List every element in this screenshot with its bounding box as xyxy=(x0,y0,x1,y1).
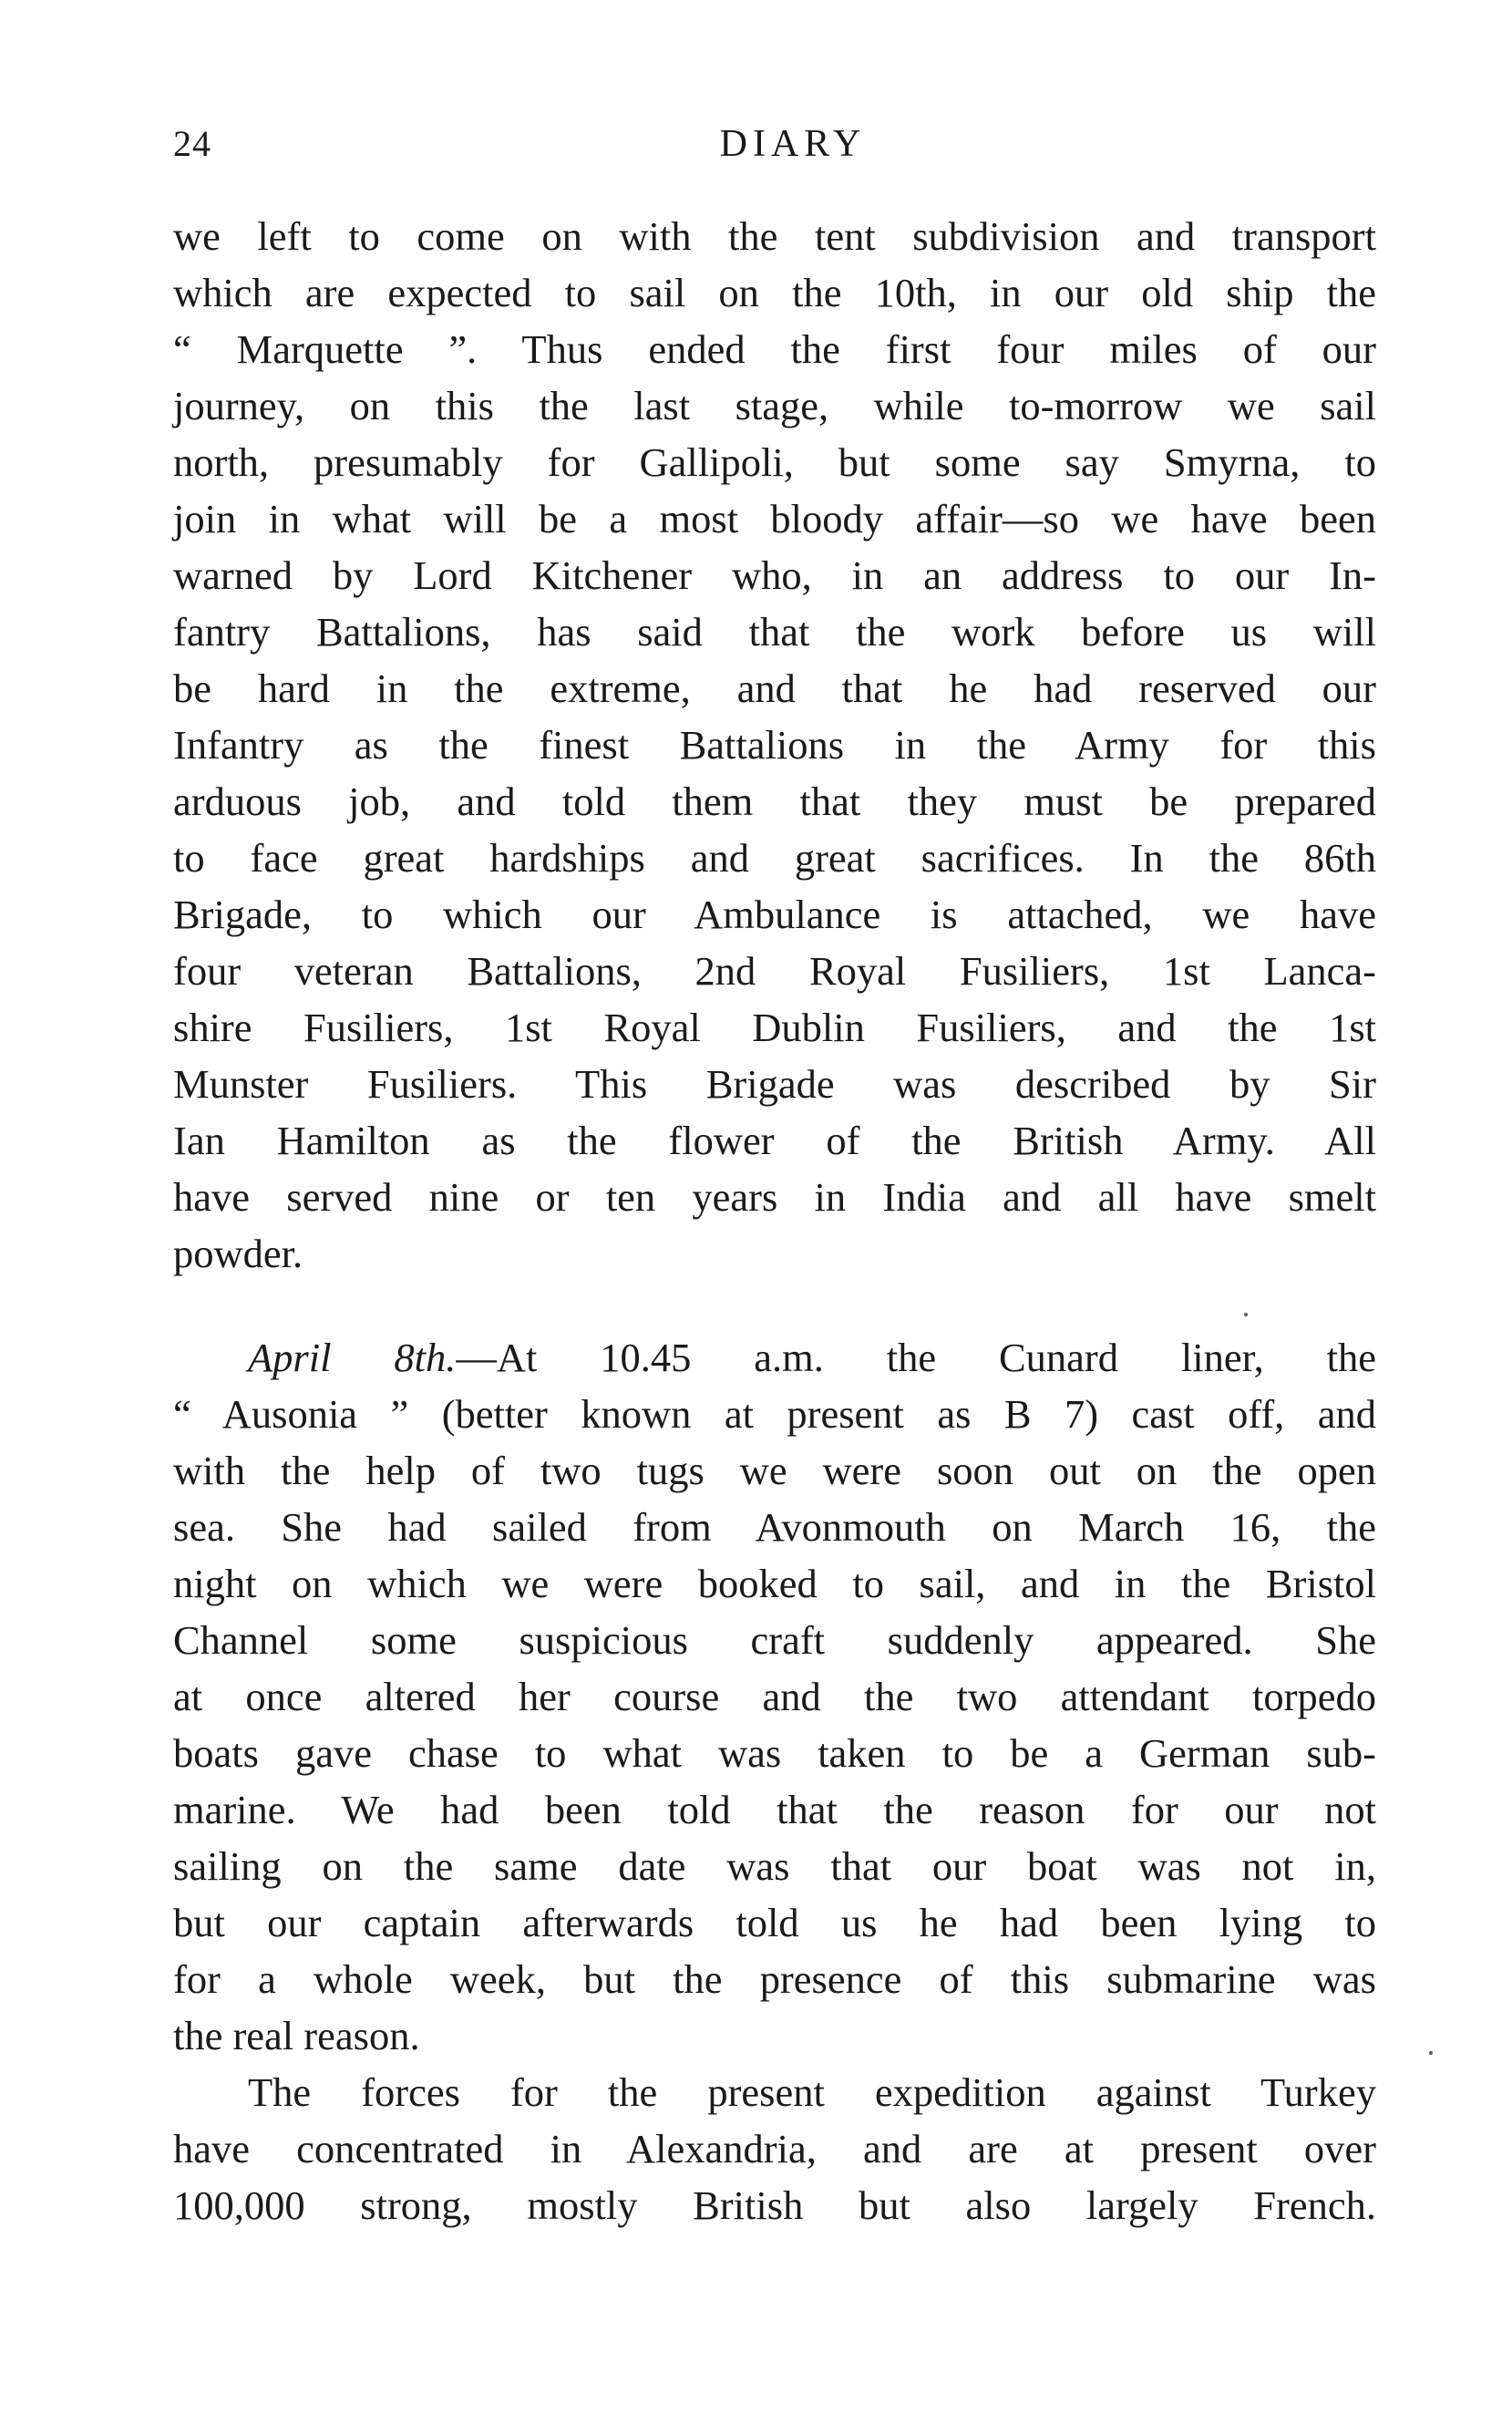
text-line: warned by Lord Kitchener who, in an address to our In- xyxy=(173,552,1376,598)
paragraph-kitchener xyxy=(173,208,1376,1282)
page-header xyxy=(173,117,1376,171)
paragraph-gap xyxy=(173,1282,1376,1329)
text-line: north, presumably for Gallipoli, but some say Smyrna, to xyxy=(173,439,1376,485)
text-line: with the help of two tugs we were soon out on the open xyxy=(173,1448,1376,1493)
text-line: have concentrated in Alexandria, and are at present over xyxy=(173,2126,1376,2171)
text-line: “ Ausonia ” (better known at present as B 7) cast off, and xyxy=(173,1391,1376,1437)
text-line: journey, on this the last stage, while to-morrow we sail xyxy=(173,383,1376,428)
text-line: The forces for the present expedition against Turkey xyxy=(248,2069,1376,2115)
text-line-dated xyxy=(173,1329,1376,1386)
body-text xyxy=(173,208,1376,2233)
text-line: we left to come on with the tent subdivision and transport xyxy=(173,213,1376,259)
text-line: Brigade, to which our Ambulance is attached, we have xyxy=(173,892,1376,937)
text-line: Channel some suspicious craft suddenly appeared. She xyxy=(173,1617,1376,1663)
text-line: shire Fusiliers, 1st Royal Dublin Fusiliers, and the 1st xyxy=(173,1005,1376,1050)
entry-date: April 8th. xyxy=(248,1335,457,1380)
text-line: Infantry as the finest Battalions in the Army for this xyxy=(173,722,1376,768)
text-line: arduous job, and told them that they must be prepared xyxy=(173,779,1376,824)
running-head: DIARY xyxy=(719,123,867,165)
text-line: Munster Fusiliers. This Brigade was described by Sir xyxy=(173,1061,1376,1107)
text-line: at once altered her course and the two attendant torpedo xyxy=(173,1674,1376,1719)
text-line: boats gave chase to what was taken to be a German sub- xyxy=(173,1730,1376,1776)
text-line: night on which we were booked to sail, and in the Bristol xyxy=(173,1561,1376,1606)
entry-text: —At 10.45 a.m. the Cunard liner, the xyxy=(456,1335,1376,1380)
text-line: have served nine or ten years in India and all have smelt xyxy=(173,1174,1376,1220)
text-line: which are expected to sail on the 10th, in our old ship the xyxy=(173,270,1376,315)
text-line: the real reason. xyxy=(173,2013,420,2058)
print-speck xyxy=(1429,2051,1433,2055)
text-line: four veteran Battalions, 2nd Royal Fusiliers, 1st Lanca- xyxy=(173,948,1376,994)
text-line: be hard in the extreme, and that he had reserved our xyxy=(173,665,1376,711)
text-line: sea. She had sailed from Avonmouth on March 16, the xyxy=(173,1504,1376,1550)
text-line: Ian Hamilton as the flower of the British Army. All xyxy=(173,1118,1376,1163)
text-line: join in what will be a most bloody affair—so we have been xyxy=(173,496,1376,542)
page-number: 24 xyxy=(173,123,211,164)
text-line: for a whole week, but the presence of this submarine was xyxy=(173,1956,1376,2002)
text-line: sailing on the same date was that our boat was not in, xyxy=(173,1843,1376,1889)
text-line: fantry Battalions, has said that the work before us will xyxy=(173,609,1376,655)
text-line: but our captain afterwards told us he had been lying to xyxy=(173,1900,1376,1945)
text-line: “ Marquette ”. Thus ended the first four miles of our xyxy=(173,326,1376,372)
paragraph-forces xyxy=(173,2064,1376,2233)
text-line: 100,000 strong, mostly British but also largely French. xyxy=(173,2182,1376,2228)
text-line: powder. xyxy=(173,1231,303,1276)
text-line: marine. We had been told that the reason for our not xyxy=(173,1787,1376,1832)
text-line: to face great hardships and great sacrifices. In the 86th xyxy=(173,835,1376,881)
print-speck xyxy=(1244,1313,1248,1316)
paragraph-april-8th xyxy=(173,1329,1376,2064)
